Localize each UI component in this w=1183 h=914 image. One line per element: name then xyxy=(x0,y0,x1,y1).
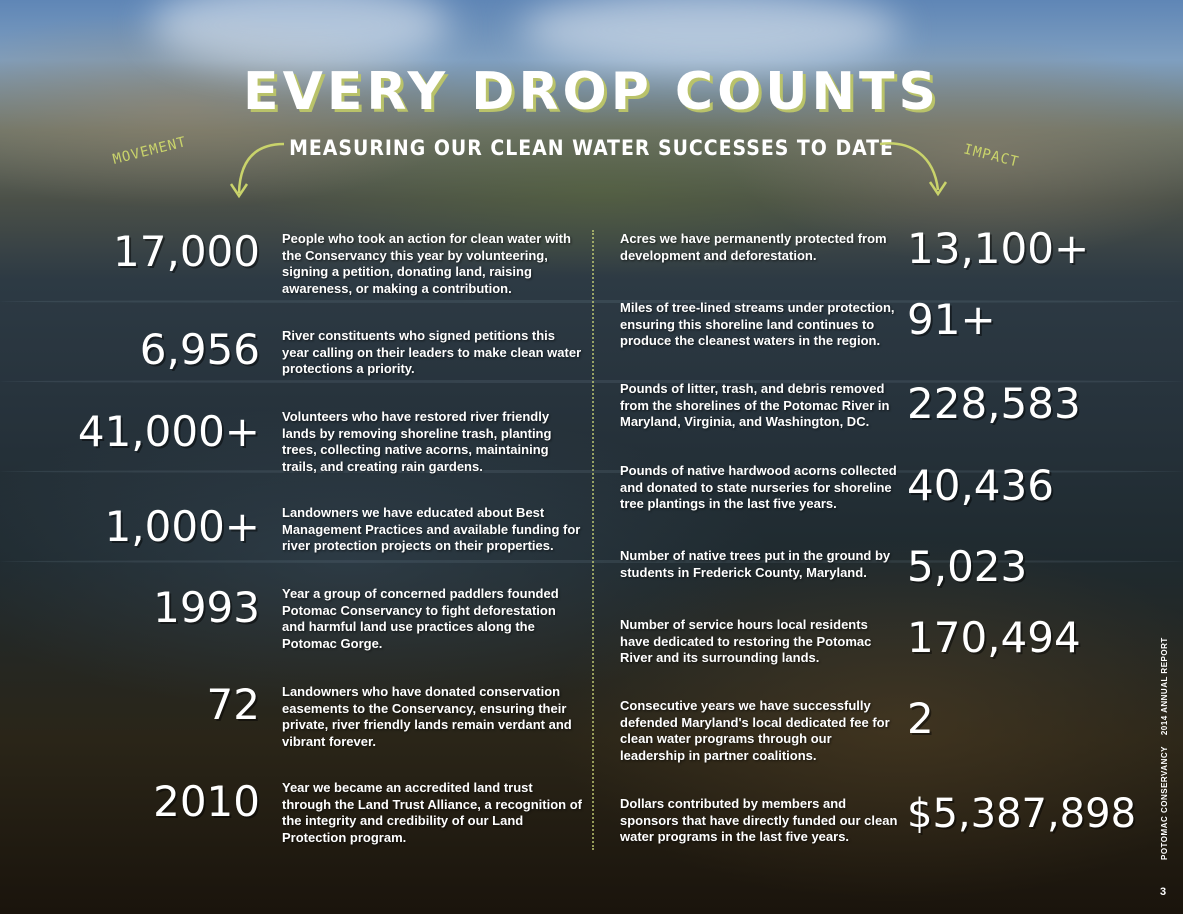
impact-stat-description: Pounds of native hardwood acorns collected and donated to state nurseries for shoreline tree plantings in the last five years. xyxy=(620,463,897,511)
movement-stat-description: Year a group of concerned paddlers founded Potomac Conservancy to fight deforestation and harmful land use practices along the Potomac Gorge. xyxy=(282,586,559,651)
movement-stat-description: Landowners who have donated conservation easements to the Conservancy, ensuring their private, river friendly lands remain verdant and vibrant forever. xyxy=(282,684,572,749)
page-number: 3 xyxy=(1160,886,1167,898)
impact-stat-number: 5,023 xyxy=(907,542,1028,591)
impact-stat-number: 40,436 xyxy=(907,461,1054,510)
page-subtitle: MEASURING OUR CLEAN WATER SUCCESSES TO DATE xyxy=(289,136,894,160)
movement-stat-number: 1,000+ xyxy=(104,502,260,551)
movement-stat-description: River constituents who signed petitions this year calling on their leaders to make clean water protections a priority. xyxy=(282,328,582,376)
impact-stat-description: Dollars contributed by members and sponsors that have directly funded our clean water programs in the last five years. xyxy=(620,796,898,844)
page-title: EVERY DROP COUNTS xyxy=(243,62,940,122)
impact-stat-description: Acres we have permanently protected from development and deforestation. xyxy=(620,231,887,263)
movement-stat-number: 72 xyxy=(206,680,260,729)
cloud-decoration xyxy=(520,0,900,70)
impact-stat-number: 170,494 xyxy=(907,613,1081,662)
impact-stat-description: Pounds of litter, trash, and debris removed from the shorelines of the Potomac River in Maryland, Virginia, and Washington, DC. xyxy=(620,381,890,429)
org-name: POTOMAC CONSERVANCY xyxy=(1160,746,1169,860)
movement-stat-description: Volunteers who have restored river friendly lands by removing shoreline trash, planting trees, collecting native acorns, maintaining trails, and creating rain gardens. xyxy=(282,409,552,474)
movement-stat-number: 6,956 xyxy=(139,325,260,374)
column-divider xyxy=(592,230,594,850)
movement-label: MOVEMENT xyxy=(111,134,189,168)
movement-stat-number: 1993 xyxy=(153,583,260,632)
movement-stat-number: 17,000 xyxy=(113,227,260,276)
impact-label: IMPACT xyxy=(961,141,1021,171)
movement-stat-number: 2010 xyxy=(153,777,260,826)
arrow-left-icon xyxy=(222,138,292,208)
impact-stat-number: 2 xyxy=(907,694,934,743)
impact-stat-description: Number of service hours local residents have dedicated to restoring the Potomac River and its surrounding lands. xyxy=(620,617,872,665)
arrow-right-icon xyxy=(876,138,956,208)
cloud-decoration xyxy=(150,0,450,70)
movement-stat-description: Landowners we have educated about Best Management Practices and available funding for river protection projects on their properties. xyxy=(282,505,581,553)
impact-stat-number: 91+ xyxy=(907,295,996,344)
movement-stat-description: People who took an action for clean water with the Conservancy this year by volunteering, signing a petition, donating land, raising awareness, or making a contribution. xyxy=(282,231,571,296)
report-footer-vertical xyxy=(1160,637,1169,860)
impact-stat-number: 13,100+ xyxy=(907,224,1090,273)
report-name: 2014 ANNUAL REPORT xyxy=(1160,637,1169,736)
impact-stat-description: Miles of tree-lined streams under protection, ensuring this shoreline land continues to produce the cleanest waters in the region. xyxy=(620,300,895,348)
impact-stat-number: 228,583 xyxy=(907,379,1081,428)
impact-stat-description: Consecutive years we have successfully defended Maryland's local dedicated fee for clean water programs through our leadership in partner coalitions. xyxy=(620,698,890,763)
movement-stat-description: Year we became an accredited land trust through the Land Trust Alliance, a recognition of the integrity and credibility of our Land Protection program. xyxy=(282,780,582,845)
impact-stat-description: Number of native trees put in the ground by students in Frederick County, Maryland. xyxy=(620,548,891,580)
impact-stat-number: $5,387,898 xyxy=(907,791,1137,837)
movement-stat-number: 41,000+ xyxy=(77,407,260,456)
